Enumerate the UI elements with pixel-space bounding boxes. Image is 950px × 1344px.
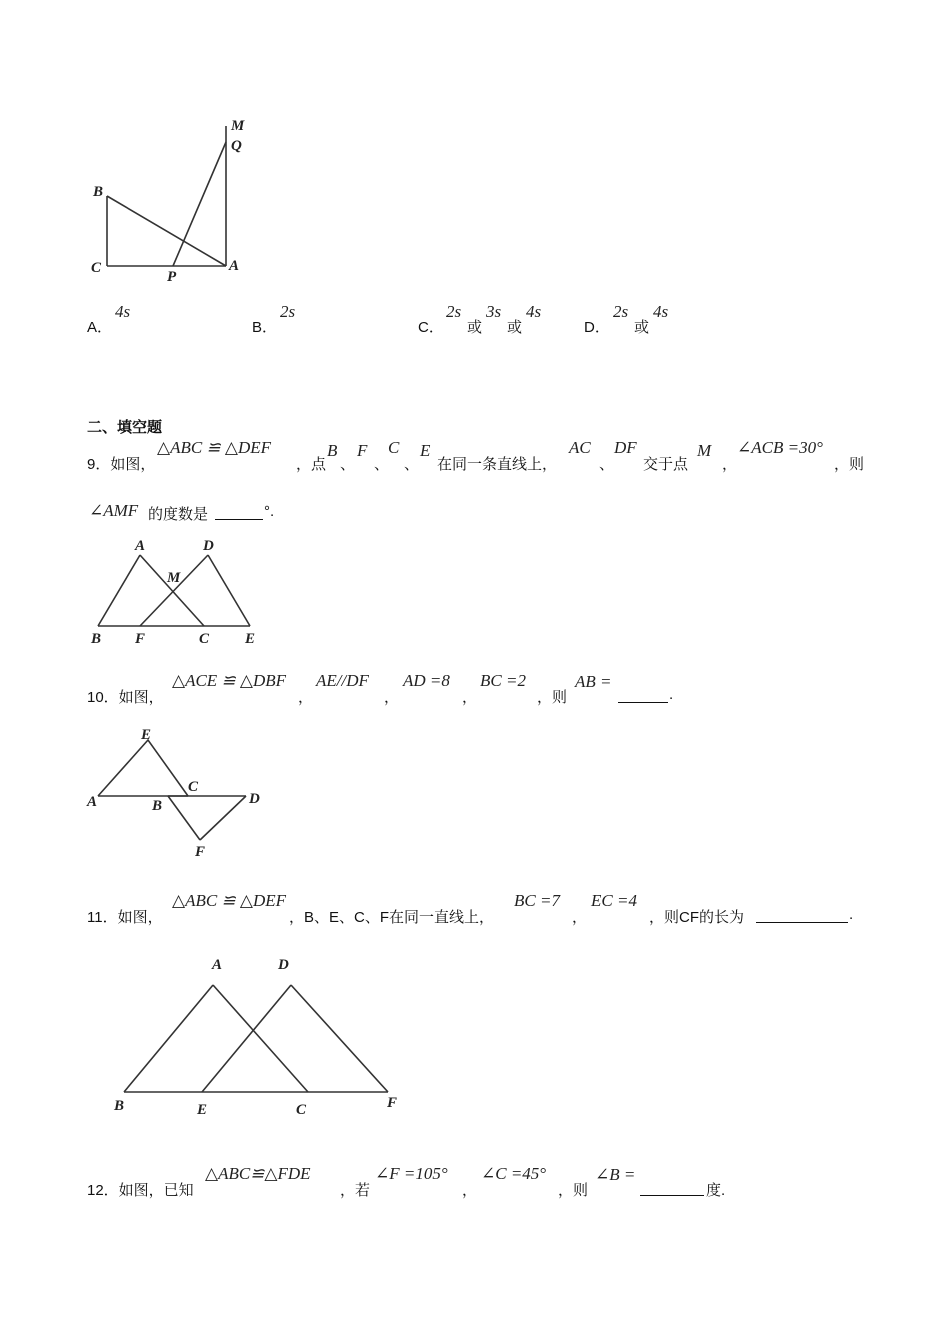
option-b-label: B． <box>252 319 278 336</box>
q9-text-5: ，则 <box>834 456 865 473</box>
fig9-label-C: C <box>199 631 210 647</box>
q9-point-f: F <box>357 441 368 460</box>
q11-end: . <box>849 906 854 923</box>
q10-ask: AB = <box>575 672 612 691</box>
fig9-label-F: F <box>135 631 146 647</box>
q12-congruence: △ABC≌△FDE <box>205 1164 311 1183</box>
q12-number: 12．如图，已知 <box>87 1182 194 1199</box>
label-M: M <box>231 118 245 134</box>
label-C: C <box>91 260 102 276</box>
q9-angle-acb: ∠ACB =30° <box>737 438 823 457</box>
q10-congruence: △ACE ≌ △DBF <box>172 671 287 690</box>
option-d-value-2: 4s <box>653 302 669 321</box>
fig10-label-A: A <box>87 794 98 810</box>
fig10-label-B: B <box>152 798 163 814</box>
option-c-value-2: 3s <box>486 302 502 321</box>
q9-sep-1: 、 <box>340 456 356 473</box>
figure-q10 <box>82 720 272 865</box>
fig11-label-D: D <box>278 957 289 973</box>
q9-congruence: △ABC ≌ △DEF <box>157 438 272 457</box>
option-b-value: 2s <box>280 302 296 321</box>
figure-q8 <box>80 110 260 290</box>
q9-point-c: C <box>388 438 400 457</box>
q12-comma: ， <box>462 1182 478 1199</box>
option-d-value-1: 2s <box>613 302 629 321</box>
fig11-label-A: A <box>212 957 223 973</box>
option-c-label: C． <box>418 319 444 336</box>
q9-text-3: 交于点 <box>643 456 689 473</box>
fig10-label-E: E <box>141 727 152 743</box>
q11-text-2: ，则CF的长为 <box>649 909 744 926</box>
q9-sep-2: 、 <box>374 456 390 473</box>
q11-ec-value: EC =4 <box>591 891 637 910</box>
q9-sep-4: 、 <box>599 456 615 473</box>
q10-ad-value: AD =8 <box>403 671 450 690</box>
q12-angle-f: ∠F =105° <box>375 1164 448 1183</box>
q9-text-4: ， <box>722 456 738 473</box>
q11-comma: ， <box>572 909 588 926</box>
q12-answer-blank[interactable] <box>640 1181 704 1196</box>
q10-bc-value: BC =2 <box>480 671 526 690</box>
q11-bc-value: BC =7 <box>514 891 560 910</box>
q9-point-b: B <box>327 441 338 460</box>
option-d-or-1: 或 <box>634 319 650 336</box>
fig10-label-D: D <box>249 791 260 807</box>
label-Q: Q <box>231 138 242 154</box>
option-c-or-2: 或 <box>507 319 523 336</box>
q12-angle-c: ∠C =45° <box>481 1164 547 1183</box>
q11-number: 11．如图， <box>87 909 163 926</box>
option-d-label: D． <box>584 319 610 336</box>
q10-number: 10．如图， <box>87 689 164 706</box>
q9-text-6: 的度数是 <box>148 506 209 523</box>
q9-text-2: 在同一条直线上， <box>437 456 558 473</box>
fig11-label-C: C <box>296 1102 307 1118</box>
q10-parallel: AE//DF <box>316 671 369 690</box>
label-P: P <box>167 269 177 285</box>
option-c-or-1: 或 <box>467 319 483 336</box>
fig11-label-F: F <box>387 1095 398 1111</box>
q9-point-m: M <box>697 441 712 460</box>
fig10-label-C: C <box>188 779 199 795</box>
fig9-label-B: B <box>91 631 102 647</box>
option-a-label: A． <box>87 319 113 336</box>
fig10-label-F: F <box>195 844 206 860</box>
option-a-value: 4s <box>115 302 131 321</box>
q9-line-ac: AC <box>569 438 591 457</box>
fig11-label-B: B <box>114 1098 125 1114</box>
q12-text-1: ，若 <box>340 1182 371 1199</box>
q9-text-7: °. <box>264 503 275 520</box>
fig11-label-E: E <box>197 1102 208 1118</box>
q12-end: 度. <box>706 1182 726 1199</box>
option-c-value-3: 4s <box>526 302 542 321</box>
label-A: A <box>229 258 240 274</box>
q9-number: 9．如图， <box>87 456 156 473</box>
q10-comma-3: ， <box>462 689 478 706</box>
q9-answer-blank[interactable] <box>215 505 263 520</box>
fig9-label-M: M <box>167 570 181 586</box>
q11-congruence: △ABC ≌ △DEF <box>172 891 287 910</box>
q10-comma-1: ， <box>298 689 314 706</box>
q12-ask: ∠B = <box>595 1165 636 1184</box>
figure-q11 <box>100 950 420 1120</box>
q12-text-2: ，则 <box>558 1182 589 1199</box>
q9-line-df: DF <box>614 438 637 457</box>
q11-text-1: ，B、E、C、F在同一直线上， <box>289 909 495 926</box>
section-heading: 二、填空题 <box>87 419 163 436</box>
q10-comma-2: ， <box>384 689 400 706</box>
q11-answer-blank[interactable] <box>756 908 848 923</box>
fig9-label-E: E <box>245 631 256 647</box>
q10-text-1: ，则 <box>537 689 568 706</box>
q9-sep-3: 、 <box>404 456 420 473</box>
fig9-label-D: D <box>203 538 214 554</box>
option-c-value-1: 2s <box>446 302 462 321</box>
q9-angle-amf: ∠AMF <box>89 501 139 520</box>
fig9-label-A: A <box>135 538 146 554</box>
figure-q9 <box>82 530 272 650</box>
q10-end: . <box>669 686 674 703</box>
q10-answer-blank[interactable] <box>618 688 668 703</box>
q9-point-e: E <box>420 441 431 460</box>
q9-text-1: ，点 <box>296 456 327 473</box>
label-B: B <box>93 184 104 200</box>
